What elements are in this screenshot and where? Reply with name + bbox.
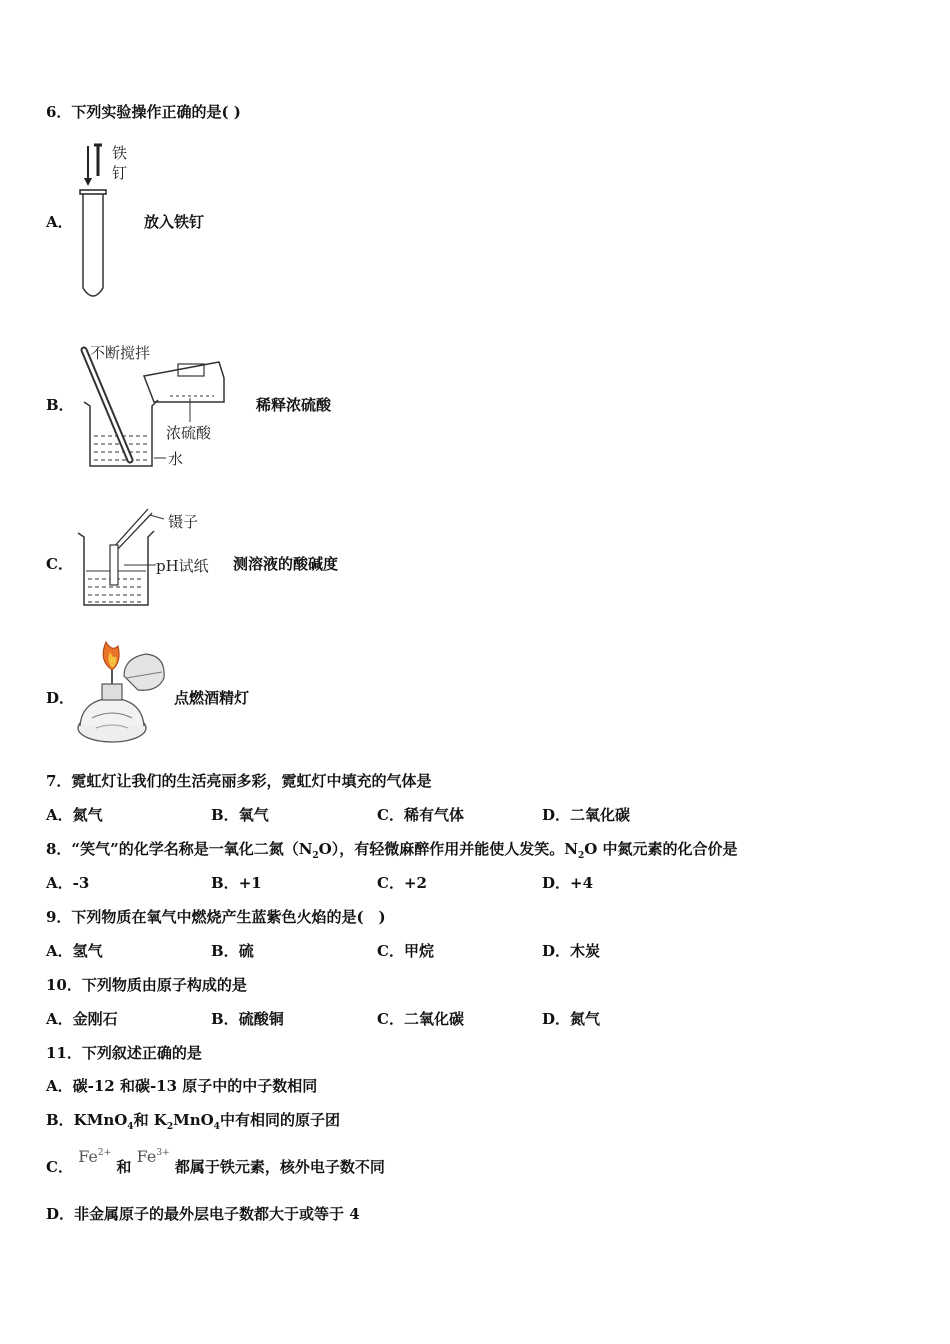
q8-option-d[interactable]: D．+4	[542, 874, 594, 892]
q7-option-a[interactable]: A．氮气	[46, 806, 103, 824]
fe3-ion: $Fe^{3+}$	[136, 1147, 170, 1166]
q9-option-d[interactable]: D．木炭	[542, 942, 601, 960]
q9-option-b[interactable]: B．硫	[211, 942, 254, 960]
fig-b-label-stir: 不断搅拌	[90, 344, 151, 362]
q6-option-a-label[interactable]: A．	[46, 213, 73, 231]
q6-option-d-label[interactable]: D．	[46, 689, 75, 707]
q11-option-c[interactable]: C． $Fe^{2+}$ 和 $Fe^{3+}$ 都属于铁元素，核外电子数不同	[46, 1147, 385, 1176]
q6-option-b-label[interactable]: B．	[46, 396, 74, 414]
q9-option-c[interactable]: C．甲烷	[377, 942, 434, 960]
q7-stem: 7．霓虹灯让我们的生活亮丽多彩，霓虹灯中填充的气体是	[46, 772, 432, 790]
q11-option-b[interactable]: B．KMnO$_4$和 $K_2MnO_4$中有相同的原子团	[46, 1111, 340, 1132]
fig-a-label-1: 铁	[112, 144, 128, 162]
q6-option-d-text: 点燃酒精灯	[174, 689, 250, 707]
fig-a-label-2: 钉	[112, 164, 128, 182]
q11-option-a[interactable]: A．碳-12 和碳-13 原子中的中子数相同	[46, 1077, 318, 1095]
q6-stem: 6．下列实验操作正确的是( )	[46, 103, 241, 121]
q6-option-a-text: 放入铁钉	[144, 213, 205, 231]
q9-stem: 9．下列物质在氧气中燃烧产生蓝紫色火焰的是( )	[46, 908, 386, 926]
q6-option-c-label[interactable]: C．	[46, 555, 73, 573]
q10-option-a[interactable]: A．金刚石	[46, 1010, 118, 1028]
q7-option-d[interactable]: D．二氧化碳	[542, 806, 631, 824]
fig-b-label-acid: 浓硫酸	[166, 424, 212, 442]
fig-b-label-water: 水	[168, 450, 184, 468]
q7-option-b[interactable]: B．氧气	[211, 806, 269, 824]
q11-stem: 11．下列叙述正确的是	[46, 1044, 202, 1062]
test-tube-iron-nail-figure	[72, 140, 142, 302]
fig-c-label-tweezers: 镊子	[168, 513, 199, 531]
q11-option-d[interactable]: D．非金属原子的最外层电子数都大于或等于 4	[46, 1205, 360, 1223]
fig-c-label-ph-paper: pH试纸	[156, 557, 209, 575]
fe2-ion: $Fe^{2+}$	[78, 1147, 112, 1166]
q10-option-d[interactable]: D．氮气	[542, 1010, 601, 1028]
q7-option-c[interactable]: C．稀有气体	[377, 806, 464, 824]
q8-stem: 8．“笑气”的化学名称是一氧化二氮$(N_2O)$，有轻微麻醉作用并能使人发笑。$N_2O$ 中氮元素的化合价是	[46, 840, 738, 861]
q10-option-b[interactable]: B．硫酸铜	[211, 1010, 284, 1028]
q10-stem: 10．下列物质由原子构成的是	[46, 976, 247, 994]
q6-option-c-text: 测溶液的酸碱度	[233, 555, 339, 573]
q9-option-a[interactable]: A．氢气	[46, 942, 103, 960]
q8-option-b[interactable]: B．+1	[211, 874, 262, 892]
dilute-acid-figure	[74, 340, 244, 475]
q6-option-b-text: 稀释浓硫酸	[256, 396, 332, 414]
alcohol-lamp-figure	[72, 638, 172, 746]
ph-test-figure	[74, 505, 214, 613]
q8-option-a[interactable]: A．-3	[46, 874, 90, 892]
q10-option-c[interactable]: C．二氧化碳	[377, 1010, 464, 1028]
q8-option-c[interactable]: C．+2	[377, 874, 427, 892]
